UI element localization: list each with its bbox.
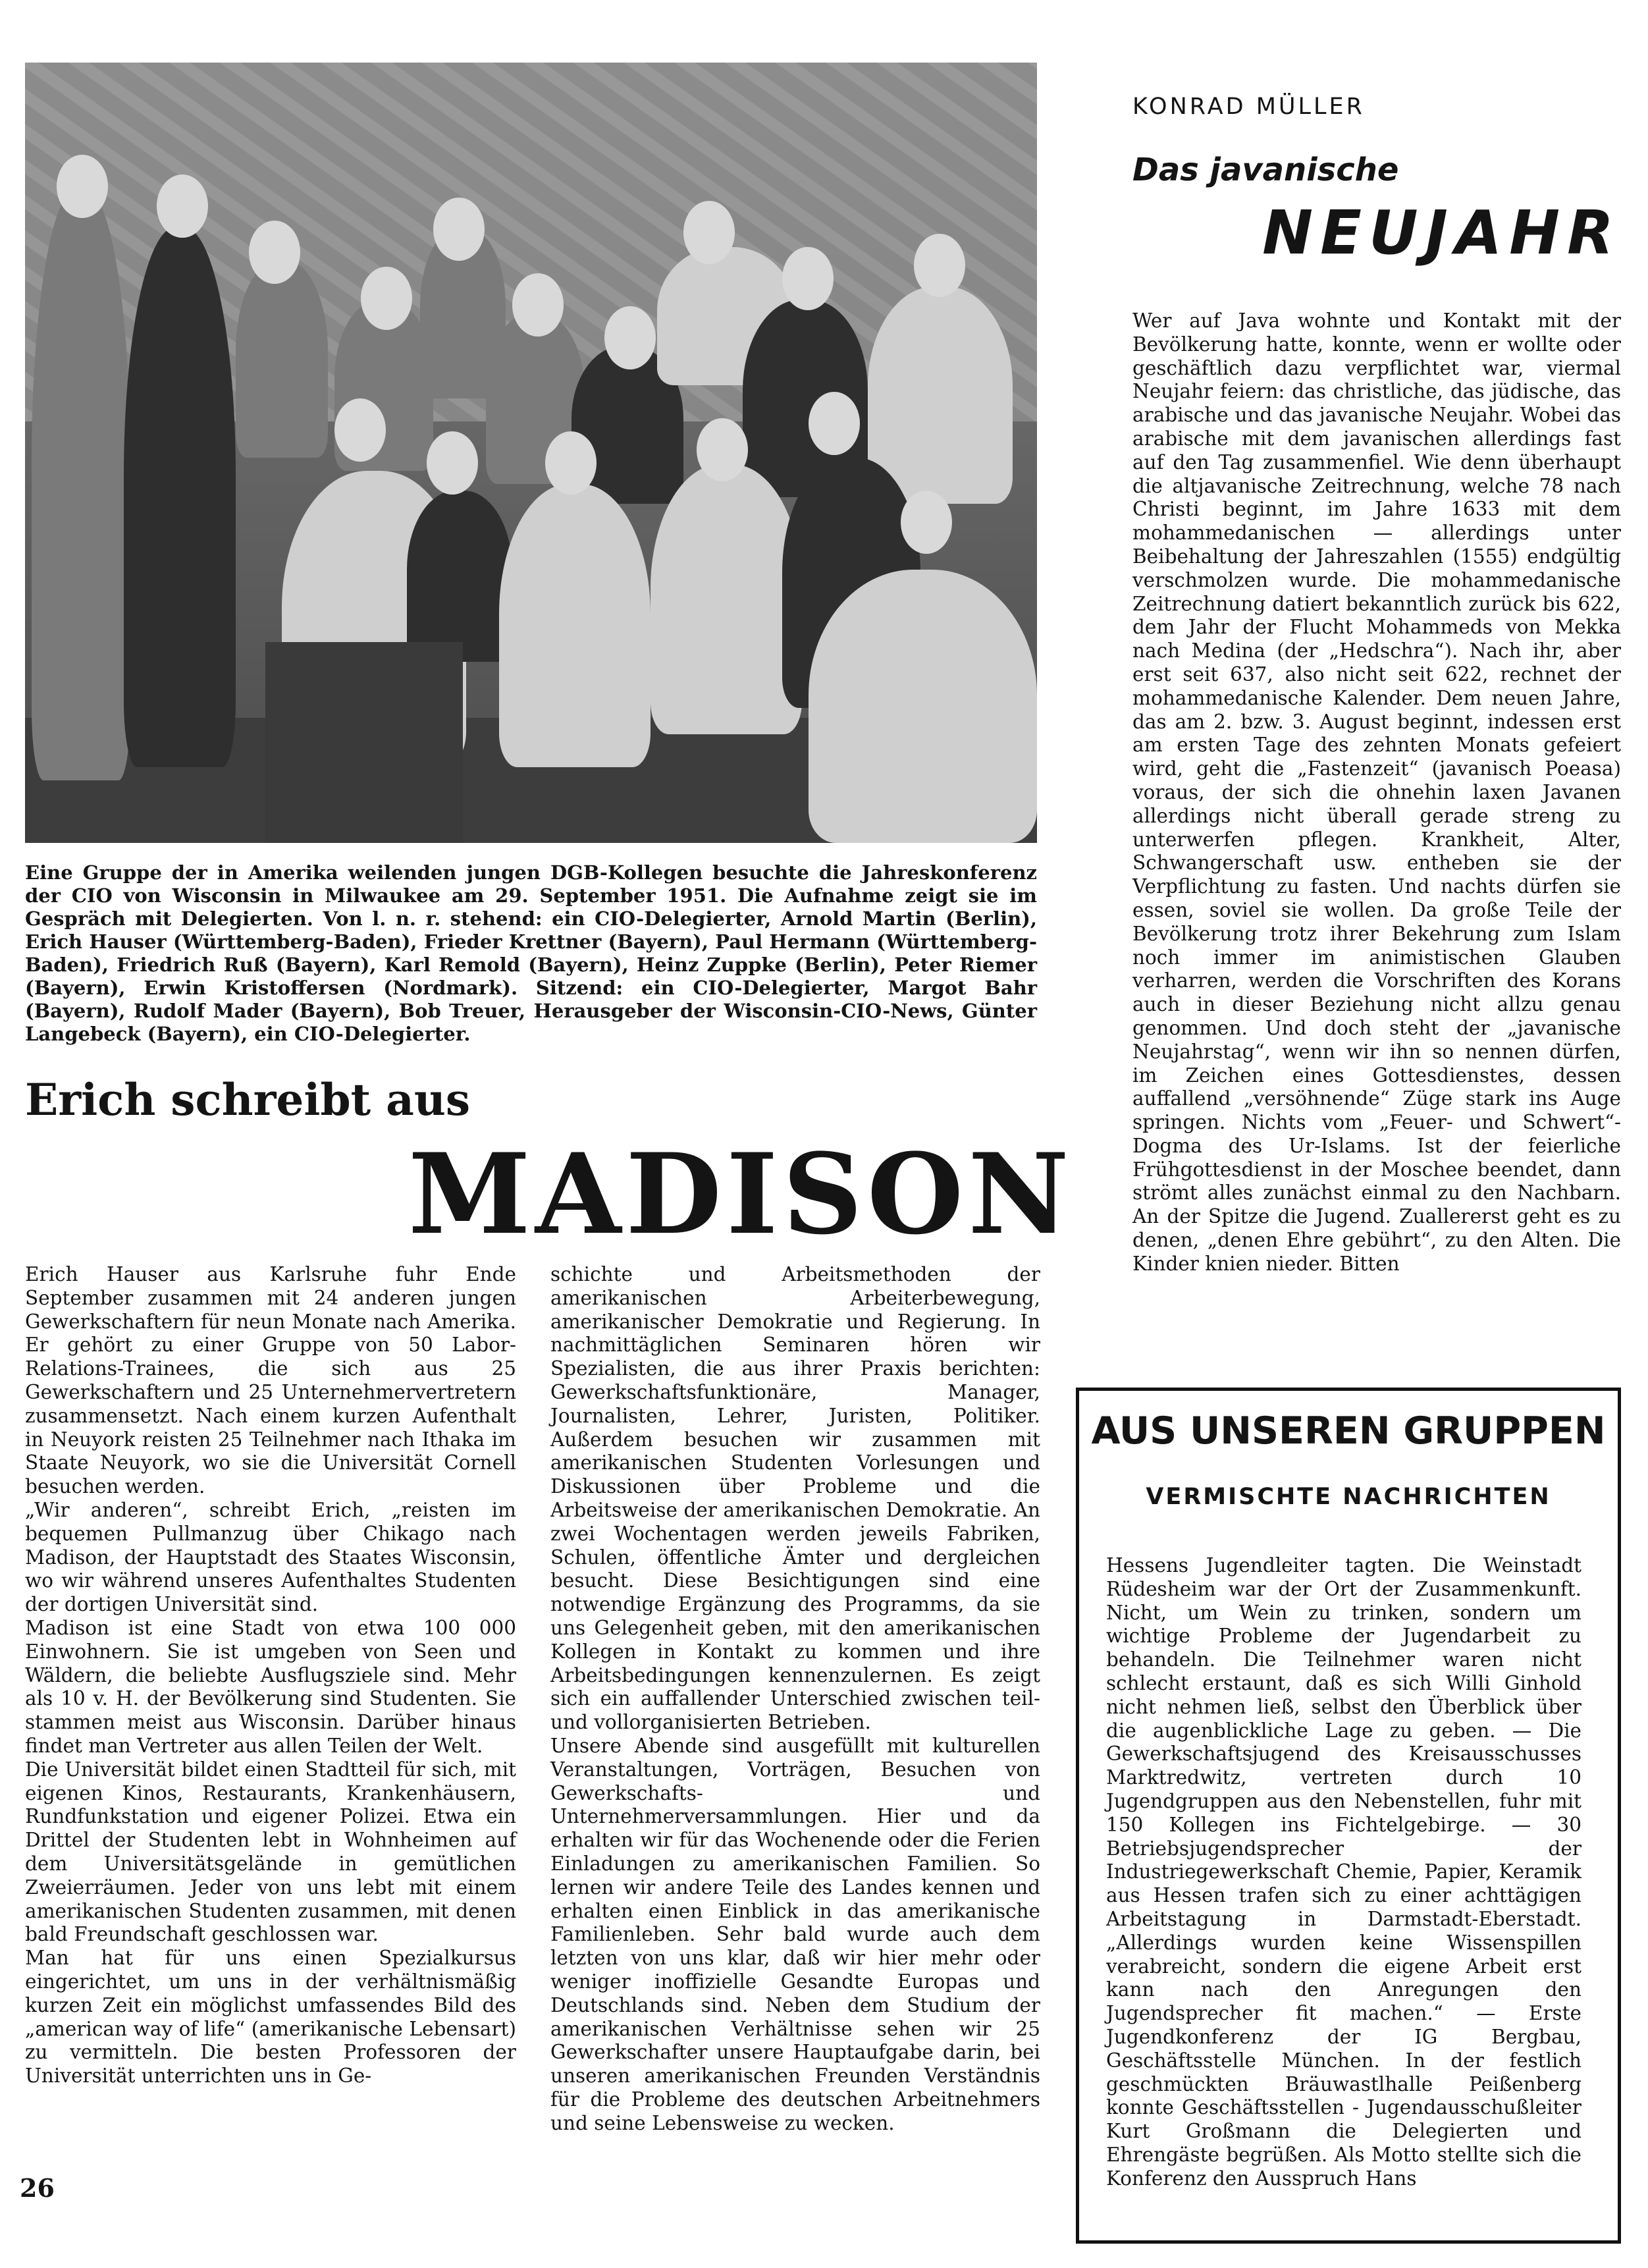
- neujahr-headline: NEUJAHR: [1262, 198, 1621, 268]
- neujahr-kicker: Das javanische: [1132, 151, 1399, 188]
- paragraph: Wer auf Java wohnte und Kontakt mit der Bevölkerung hatte, konnte, wenn er wollte oder geschäftlich dazu verpflichtet war, viermal Neujahr feiern: das christliche, das jüdische, das arabische und das javanische Neujahr. Wobei das arabische mit dem javanischen allerdings fast auf den Tag zusammenfiel. Wie denn überhaupt die altjavanische Zeitrechnung, welche 78 nach Christi beginnt, im Jahre 1633 mit dem mohammedanischen — allerdings unter Beibehaltung der Jahreszahlen (1555) endgültig verschmolzen wurde. Die mohammedanische Zeitrechnung datiert bekanntlich zurück bis 622, dem Jahr der Flucht Mohammeds von Mekka nach Medina (der „Hedschra“). Nach ihr, aber erst seit 637, also nicht seit 622, rechnet der mohammedanische Kalender. Dem neuen Jahre, das am 2. bzw. 3. August beginnt, indessen erst am ersten Tage des zehnten Monats gefeiert wird, geht die „Fastenzeit“ (javanisch Poeasa) voraus, der sich die ohnehin laxen Javanen allerdings nicht überall gerade streng zu unterwerfen pflegen. Krankheit, Alter, Schwangerschaft usw. entheben sie der Verpflichtung zu fasten. Und nachts dürfen sie essen, soviel sie wollen. Da große Teile der Bevölkerung trotz ihrer Bekehrung zum Islam noch immer im animistischen Glauben verharren, werden die Vorschriften des Korans auch in dieser Beziehung nicht allzu genau genommen. Und doch steht der „javanische Neujahrstag“, wenn wir ihn so nennen dürfen, im Zeichen eines Gottesdienstes, dessen auffallend „versöhnende“ Züge stark ins Auge springen. Nichts vom „Feuer- und Schwert“-Dogma des Ur-Islams. Ist der feierliche Frühgottesdienst in der Moschee beendet, dann strömt alles zunächst einmal zu den Nachbarn. An der Spitze die Jugend. Zuallererst geht es zu denen, „denen Ehre gebührt“, zu den Alten. Die Kinder knien nieder. Bitten: [1132, 310, 1621, 1275]
- madison-column-2: [550, 1263, 1040, 2135]
- madison-kicker: Erich schreibt aus: [25, 1074, 470, 1125]
- paragraph: Erich Hauser aus Karlsruhe fuhr Ende September zusammen mit 24 anderen jungen Gewerkschaftern für neun Monate nach Amerika. Er gehört zu einer Gruppe von 50 Labor-Relations-Trainees, die sich aus 25 Gewerkschaftern und 25 Unternehmervertretern zusammensetzt. Nach einem kurzen Aufenthalt in Neuyork reisten 25 Teilnehmer nach Ithaka im Staate Neuyork, wo sie die Universität Cornell besuchen werden.: [25, 1263, 516, 1498]
- madison-column-1: [25, 1263, 516, 2088]
- paragraph: Madison ist eine Stadt von etwa 100 000 Einwohnern. Sie ist umgeben von Seen und Wäldern, die beliebte Ausflugsziele sind. Mehr als 10 v. H. der Bevölkerung sind Studenten. Sie stammen meist aus Wisconsin. Darüber hinaus findet man Vertreter aus allen Teilen der Welt.: [25, 1616, 516, 1757]
- paragraph: Man hat für uns einen Spezialkursus eingerichtet, um uns in der verhältnismäßig kurzen Zeit ein möglichst umfassendes Bild des „american way of life“ (amerikanische Lebensart) zu vermitteln. Die besten Professoren der Universität unterrichten uns in Ge-: [25, 1947, 516, 2088]
- paragraph: Hessens Jugendleiter tagten. Die Weinstadt Rüdesheim war der Ort der Zusammenkunft. Nicht, um Wein zu trinken, sondern um wichtige Probleme der Jugendarbeit zu behandeln. Die Teilnehmer waren nicht schlecht erstaunt, daß es sich Willi Ginhold nicht nehmen ließ, selbst den Überblick über die augenblickliche Lage zu geben. — Die Gewerkschaftsjugend des Kreisausschusses Marktredwitz, vertreten durch 10 Jugendgruppen aus den Nebenstellen, fuhr mit 150 Kollegen ins Fichtelgebirge. — 30 Betriebsjugendsprecher der Industriegewerkschaft Chemie, Papier, Keramik aus Hessen trafen sich zu einer achttägigen Arbeitstagung in Darmstadt-Eberstadt. „Allerdings wurden keine Wissenspillen verabreicht, sondern die eigene Arbeit erst kann nach den Anregungen den Jugendsprecher fit machen.“ — Erste Jugendkonferenz der IG Bergbau, Geschäftsstelle München. In der festlich geschmückten Bräuwastlhalle Peißenberg konnte Geschäftsstellen - Jugendausschußleiter Kurt Großmann die Delegierten und Ehrengäste begrüßen. Als Motto stellte sich die Konferenz den Ausspruch Hans: [1106, 1554, 1582, 2190]
- paragraph: Die Universität bildet einen Stadtteil für sich, mit eigenen Kinos, Restaurants, Krankenhäusern, Rundfunkstation und eigener Polizei. Etwa ein Drittel der Studenten lebt in Wohnheimen auf dem Universitätsgelände in gemütlichen Zweierräumen. Jeder von uns lebt mit einem amerikanischen Studenten zusammen, mit denen bald Freundschaft geschlossen war.: [25, 1758, 516, 1946]
- gruppen-headline: AUS UNSEREN GRUPPEN: [1091, 1409, 1606, 1453]
- photo-caption: Eine Gruppe der in Amerika weilenden jungen DGB-Kollegen besuchte die Jahreskonferenz der CIO von Wisconsin in Milwaukee am 29. September 1951. Die Aufnahme zeigt sie im Gespräch mit Delegierten. Von l. n. r. stehend: ein CIO-Delegierter, Arnold Martin (Berlin), Erich Hauser (Württemberg-Baden), Frieder Krettner (Bayern), Paul Hermann (Württemberg-Baden), Friedrich Ruß (Bayern), Karl Remold (Bayern), Heinz Zuppke (Berlin), Peter Riemer (Bayern), Erwin Kristoffersen (Nordmark). Sitzend: ein CIO-Delegierter, Margot Bahr (Bayern), Rudolf Mader (Bayern), Bob Treuer, Herausgeber der Wisconsin-CIO-News, Günter Langebeck (Bayern), ein CIO-Delegierter.: [25, 861, 1037, 1045]
- paragraph: „Wir anderen“, schreibt Erich, „reisten im bequemen Pullmanzug über Chikago nach Madison, der Hauptstadt des Staates Wisconsin, wo wir während unseres Aufenthaltes Studenten der dortigen Universität sind.: [25, 1498, 516, 1616]
- neujahr-column: [1132, 310, 1621, 1276]
- paragraph: schichte und Arbeitsmethoden der amerikanischen Arbeiterbewegung, amerikanischer Demokratie und Regierung. In nachmittäglichen Seminaren hören wir Spezialisten, die aus ihrer Praxis berichten: Gewerkschaftsfunktionäre, Manager, Journalisten, Lehrer, Juristen, Politiker. Außerdem besuchen wir zusammen mit amerikanischen Studenten Vorlesungen und Diskussionen über Probleme und die Arbeitsweise der amerikanischen Demokratie. An zwei Wochentagen werden jeweils Fabriken, Schulen, öffentliche Ämter und dergleichen besucht. Diese Besichtigungen sind eine notwendige Ergänzung des Programms, da sie uns Gelegenheit geben, mit den amerikanischen Kollegen in Kontakt zu kommen und ihre Arbeitsbedingungen kennenzulernen. Es zeigt sich ein auffallender Unterschied zwischen teil- und vollorganisierten Betrieben.: [550, 1263, 1040, 1734]
- gruppen-column: [1106, 1554, 1582, 2191]
- madison-headline: MADISON: [408, 1129, 1074, 1259]
- group-photo: [25, 63, 1037, 843]
- gruppen-subheadline: VERMISCHTE NACHRICHTEN: [1146, 1484, 1551, 1510]
- page-number: 26: [20, 2173, 55, 2203]
- neujahr-author: KONRAD MÜLLER: [1132, 94, 1365, 120]
- paragraph: Unsere Abende sind ausgefüllt mit kulturellen Veranstaltungen, Vorträgen, Besuchen von Gewerkschafts- und Unternehmerversammlungen. Hier und da erhalten wir für das Wochenende oder die Ferien Einladungen zu amerikanischen Familien. So lernen wir andere Teile des Landes kennen und erhalten einen Einblick in das amerikanische Familienleben. Sehr bald wurde auch dem letzten von uns klar, daß wir hier mehr oder weniger inoffizielle Gesandte Europas und Deutschlands sind. Neben dem Studium der amerikanischen Verhältnisse sehen wir 25 Gewerkschafter unsere Hauptaufgabe darin, bei unseren amerikanischen Freunden Verständnis für die Probleme des deutschen Arbeitnehmers und seine Lebensweise zu wecken.: [550, 1734, 1040, 2134]
